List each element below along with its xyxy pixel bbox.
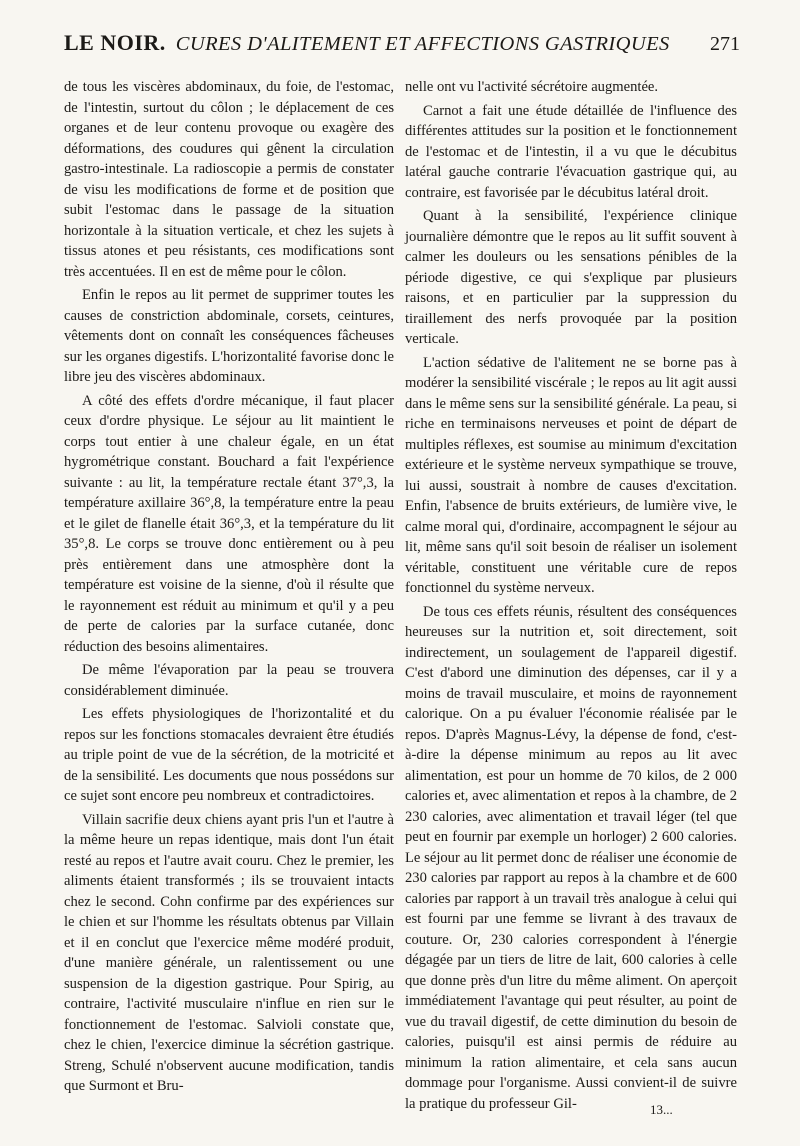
paragraph: Quant à la sensibilité, l'expérience clinique journalière démontre que le repos au lit suffit souvent à calmer les douleurs ou les sensations pénibles de la période digestive, ce qui s'explique par plusieurs raisons, et en particulier par la suppression du tiraillement des nerfs provoquée par la position verticale.	[405, 208, 737, 347]
running-head-title: CURES D'ALITEMENT ET AFFECTIONS GASTRIQUES	[175, 33, 670, 55]
paragraph: Carnot a fait une étude détaillée de l'influence des différentes attitudes sur la position et le fonctionnement de l'estomac et de l'intestin, il a vu que le décubitus latéral gauche contrarie l'évacuation gastrique qui, au contraire, est favorisée par le décubitus latéral droit.	[405, 102, 737, 201]
paragraph: de tous les viscères abdominaux, du foie, de l'estomac, de l'intestin, surtout du côlon ; le déplacement de ces organes et de leur contenu provoque ou exagère des déformations, des coudures qui gênent la circulation gastro-intestinale. La radioscopie a permis de constater de visu les modifications de forme et de position que subit l'estomac dans le passage de la situation horizontale à la situation verticale, et chez les sujets à tissus atones et peu résistants, ces modifications sont très accentuées. Il en est de même pour le côlon.	[64, 79, 394, 280]
paragraph: De même l'évaporation par la peau se trouvera considérablement diminuée.	[64, 662, 394, 699]
paragraph: L'action sédative de l'alitement ne se borne pas à modérer la sensibilité viscérale ; le repos au lit agit aussi dans le même sens sur la sensibilité générale. La peau, si riche en terminaisons nerveuses et point de départ de multiples réflexes, est soumise au minimum d'excitation extérieure et le système nerveux sympathique se trouve, lui aussi, soustrait à nombre de causes d'excitation. Enfin, l'absence de bruits extérieurs, de lumière vive, le calme moral qui, d'ordinaire, accompagnent le séjour au lit, même sans qu'il soit besoin de réaliser un isolement véritable, constituent une véritable cure de repos fonctionnel du système nerveux.	[405, 354, 737, 596]
running-head	[64, 30, 740, 64]
running-head-author: LE NOIR.	[64, 30, 166, 55]
paragraph: nelle ont vu l'activité sécrétoire augmentée.	[405, 79, 659, 95]
paragraph: A côté des effets d'ordre mécanique, il faut placer ceux d'ordre physique. Le séjour au lit maintient le corps tout entier à une chaleur égale, en un état hygrométrique constant. Bouchard a fait l'expérience suivante : au lit, la température rectale étant 37°,3, la température axillaire 36°,8, la température entre la peau et le gilet de flanelle était 36°,3, et la température du lit 35°,8. Le corps se trouve donc entièrement ou à peu près entièrement dans une atmosphère dont la température est voisine de la sienne, d'où il résulte que le rayonnement est réduit au minimum et qu'il y a peu de perte de calories par la surface cutanée, donc réduction des besoins alimentaires.	[64, 392, 394, 655]
right-column	[405, 77, 737, 1117]
page-number: 271	[710, 33, 740, 55]
paragraph: Villain sacrifie deux chiens ayant pris l'un et l'autre à la même heure un repas identique, mais dont l'un était resté au repos et l'autre avait couru. Chez le premier, les aliments étaient transformés ; ils se trouvaient intacts chez le second. Cohn confirme par des expériences sur le chien et sur l'homme les résultats obtenus par Villain et il en conclut que l'exercice même modéré produit, d'une manière générale, un ralentissement ou une suspension de la digestion gastrique. Pour Spirig, au contraire, l'activité musculaire n'influe en rien sur le fonctionnement de l'estomac. Salvioli constate que, chez le chien, l'exercice diminue la sécrétion gastrique. Streng, Schulé n'observent aucune modification, tandis que Surmont et Bru-	[64, 811, 394, 1094]
signature-mark: 13...	[650, 1102, 673, 1117]
paragraph: Les effets physiologiques de l'horizontalité et du repos sur les fonctions stomacales devraient être étudiés au triple point de vue de la sécrétion, de la motricité et de la sensibilité. Les documents que nous possédons sur ce sujet sont encore peu nombreux et contradictoires.	[64, 706, 394, 804]
paragraph: Enfin le repos au lit permet de supprimer toutes les causes de constriction abdominale, corsets, ceintures, vêtements dont on connaît les conséquences fâcheuses sur les organes digestifs. L'horizontalité favorise donc le libre jeu des viscères abdominaux.	[64, 287, 394, 385]
paragraph: De tous ces effets réunis, résultent des conséquences heureuses sur la nutrition et, soit directement, soit indirectement, un soulagement de l'appareil digestif. C'est d'abord une diminution des dépenses, car il y a moins de travail musculaire, et moins de rayonnement calorique. On a pu évaluer l'économie réalisée par le repos. D'après Magnus-Lévy, la dépense de fond, c'est-à-dire la dépense minimum au repos au lit avec alimentation, est pour un homme de 70 kilos, de 2 000 calories et, avec alimentation et repos à la chambre, de 2 230 calories, avec alimentation et travail léger (tel que peut en fournir par exemple un horloger) 2 600 calories. Le séjour au lit permet donc de réaliser une économie de 230 calories par rapport au repos à la chambre et de 600 calories par rapport à un travail très analogue à celui qui est fourni par une femme se livrant à des travaux de couture. Or, 230 calories correspondent à l'énergie dégagée par un tiers de litre de lait, 600 calories à celle que donne près d'un litre du même aliment. On aperçoit immédiatement l'avantage qui peut résulter, au point de vue du travail digestif, de cette diminution du besoin de calories, puisqu'il est ainsi permis de réduire au minimum la ration alimentaire, et cela sans aucun dommage pour l'organisme. Aussi convient-il de suivre la pratique du professeur Gil-	[405, 603, 737, 1112]
left-column	[64, 77, 394, 1100]
